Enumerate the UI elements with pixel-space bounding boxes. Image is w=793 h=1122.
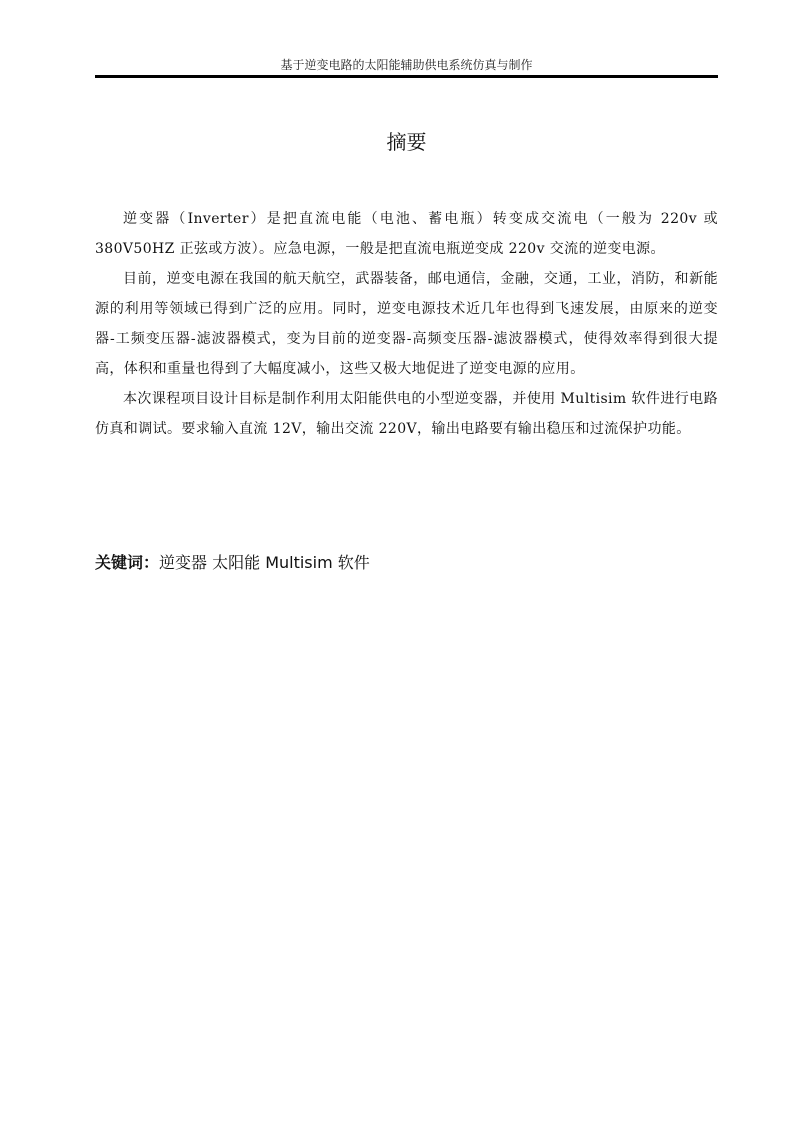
keywords-label: 关键词： — [95, 553, 160, 572]
paragraph-3: 本次课程项目设计目标是制作利用太阳能供电的小型逆变器，并使用 Multisim 软件进行电路仿真和调试。要求输入直流 12V，输出交流 220V，输出电路要有输出稳压和过流保护功能。 — [95, 391, 718, 437]
keywords-value: 逆变器 太阳能 Multisim 软件 — [159, 553, 370, 572]
paragraph-2: 目前，逆变电源在我国的航天航空，武器装备，邮电通信，金融，交通，工业，消防，和新能源的利用等领域已得到广泛的应用。同时，逆变电源技术近几年也得到飞速发展，由原来的逆变器-工频变压器-滤波器模式，变为目前的逆变器-高频变压器-滤波器模式，使得效率得到很大提高，体积和重量也得到了大幅度减小，这些又极大地促进了逆变电源的应用。 — [95, 271, 718, 377]
abstract-body — [95, 204, 718, 444]
keywords-line — [95, 549, 718, 577]
paragraph-1: 逆变器（Inverter）是把直流电能（电池、蓄电瓶）转变成交流电（一般为 220v 或 380V50HZ 正弦或方波）。应急电源，一般是把直流电瓶逆变成 220v 交流的逆变电源。 — [95, 211, 718, 257]
header-rule — [95, 75, 718, 78]
abstract-title: 摘要 — [386, 130, 427, 154]
running-header: 基于逆变电路的太阳能辅助供电系统仿真与制作 — [280, 58, 533, 72]
